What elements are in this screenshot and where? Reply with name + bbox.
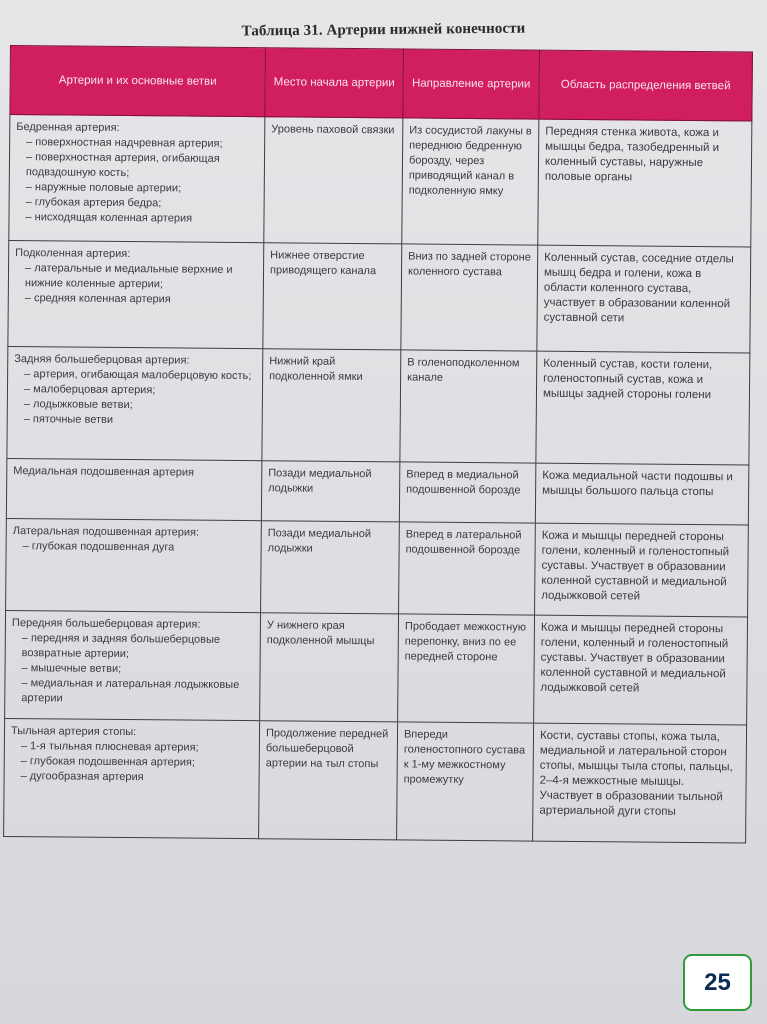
table-row <box>9 115 752 247</box>
branch-item: – передняя и задняя большеберцовые возвратные артерии; <box>21 632 221 661</box>
branch-item: – средняя коленная артерия <box>24 292 171 306</box>
table-row <box>6 458 748 524</box>
cell-artery <box>6 518 262 612</box>
header-distribution: Область распределения ветвей <box>539 50 753 121</box>
branch-item: – наружные половые артерии; <box>25 181 182 195</box>
table-row <box>4 718 747 842</box>
branch-list <box>13 539 255 556</box>
cell-distribution: Кожа медиальной части подошвы и мышцы большого пальца стопы <box>535 463 749 525</box>
cell-direction: Из сосудистой лакуны в переднюю бедренную борозду, через приводящий канал в подколенную ямку <box>402 118 539 245</box>
branch-item: – глубокая подошвенная артерия; <box>20 755 196 769</box>
cell-origin: У нижнего края подколенной мышцы <box>260 613 399 722</box>
table-row <box>8 240 751 352</box>
cell-origin: Уровень паховой связки <box>264 117 403 244</box>
cell-direction: Впереди голеностопного сустава к 1-му межкостному промежутку <box>397 722 534 841</box>
header-origin: Место начала артерии <box>265 48 404 118</box>
artery-name: Бедренная артерия: <box>16 121 120 134</box>
branch-item: – дугообразная артерия <box>20 770 144 784</box>
cell-artery <box>5 610 261 720</box>
branch-list <box>15 135 258 227</box>
table-body <box>4 115 752 843</box>
table-title: Таблица 31. Артерии нижней конечности <box>241 20 526 40</box>
branch-item: – нисходящая коленная артерия <box>25 211 193 225</box>
cell-direction: Вперед в медиальной подошвенной борозде <box>399 462 536 523</box>
branch-list <box>14 367 257 429</box>
cell-artery <box>7 346 263 460</box>
branch-item: – артерия, огибающая малоберцовую кость; <box>24 368 252 383</box>
cell-origin: Позади медиальной лодыжки <box>261 521 400 614</box>
cell-origin: Продолжение передней большеберцовой артерии на тыл стопы <box>259 721 398 840</box>
artery-name: Передняя большеберцовая артерия: <box>11 617 201 631</box>
branch-item: – глубокая подошвенная дуга <box>22 540 175 554</box>
branch-item: – поверхностная надчревная артерия; <box>26 136 223 150</box>
cell-artery <box>9 115 265 243</box>
table-row <box>5 610 748 724</box>
branch-item: – поверхностная артерия, огибающая подвздошную кость; <box>25 151 220 180</box>
header-row <box>10 46 753 121</box>
artery-name: Задняя большеберцовая артерия: <box>14 353 190 367</box>
cell-artery <box>4 718 260 838</box>
cell-distribution: Кости, суставы стопы, кожа тыла, медиальной и латеральной сторон стопы, мышцы тыла стопы, пальцы, 2–4-я межкостные мышцы. Участвует в образовании тыльной артериальной дуги стопы <box>533 723 747 843</box>
cell-direction: Вниз по задней стороне коленного сустава <box>401 244 538 351</box>
cell-direction: Прободает межкостную перепонку, вниз по ее передней стороне <box>398 614 535 723</box>
artery-name: Латеральная подошвенная артерия: <box>12 525 200 539</box>
branch-item: – 1-я тыльная плюсневая артерия; <box>20 740 199 754</box>
artery-name: Тыльная артерия стопы: <box>10 725 137 739</box>
arteries-table <box>3 45 753 843</box>
branch-list <box>11 739 253 786</box>
artery-name: Подколенная артерия: <box>15 247 131 261</box>
branch-list <box>11 631 254 708</box>
cell-direction: В голеноподколенном канале <box>400 350 537 463</box>
cell-distribution: Коленный сустав, соседние отделы мышц бедра и голени, кожа в области коленного сустава, участвует в образовании коленной суставной сети <box>537 245 751 353</box>
branch-item: – пяточные ветви <box>23 413 114 426</box>
cell-artery <box>6 458 262 520</box>
branch-item: – медиальная и латеральная лодыжковые артерии <box>21 677 240 705</box>
header-arteries: Артерии и их основные ветви <box>10 46 266 117</box>
table-container <box>3 45 752 843</box>
table-row <box>6 518 749 616</box>
table-row <box>7 346 750 464</box>
branch-item: – малоберцовая артерия; <box>23 383 156 397</box>
cell-distribution: Кожа и мышцы передней стороны голени, коленный и голеностопный суставы. Участвует в образовании коленной суставной и медиальной лодыжковой сетей <box>534 615 748 725</box>
branch-item: – латеральные и медиальные верхние и нижние коленные артерии; <box>24 262 233 291</box>
header-direction: Направление артерии <box>403 49 540 119</box>
cell-origin: Нижнее отверстие приводящего канала <box>263 243 402 350</box>
cell-origin: Позади медиальной лодыжки <box>261 461 400 522</box>
cell-direction: Вперед в латеральной подошвенной борозде <box>399 522 536 615</box>
table-header <box>10 46 753 121</box>
cell-distribution: Кожа и мышцы передней стороны голени, коленный и голеностопный суставы. Участвует в образовании коленной суставной и медиальной лодыжковой сетей <box>535 523 749 617</box>
branch-item: – мышечные ветви; <box>21 662 122 675</box>
cell-distribution: Передняя стенка живота, кожа и мышцы бедра, тазобедренный и коленный суставы, наружные половые органы <box>538 119 752 247</box>
branch-item: – глубокая артерия бедра; <box>25 196 162 210</box>
cell-distribution: Коленный сустав, кости голени, голеностопный сустав, кожа и мышцы задней стороны голени <box>536 351 750 465</box>
branch-item: – лодыжковые ветви; <box>23 398 133 412</box>
cell-artery <box>8 240 264 348</box>
page-number-badge: 25 <box>683 954 752 1011</box>
artery-name: Медиальная подошвенная артерия <box>13 465 195 479</box>
cell-origin: Нижний край подколенной ямки <box>262 349 401 462</box>
branch-list <box>15 261 257 308</box>
